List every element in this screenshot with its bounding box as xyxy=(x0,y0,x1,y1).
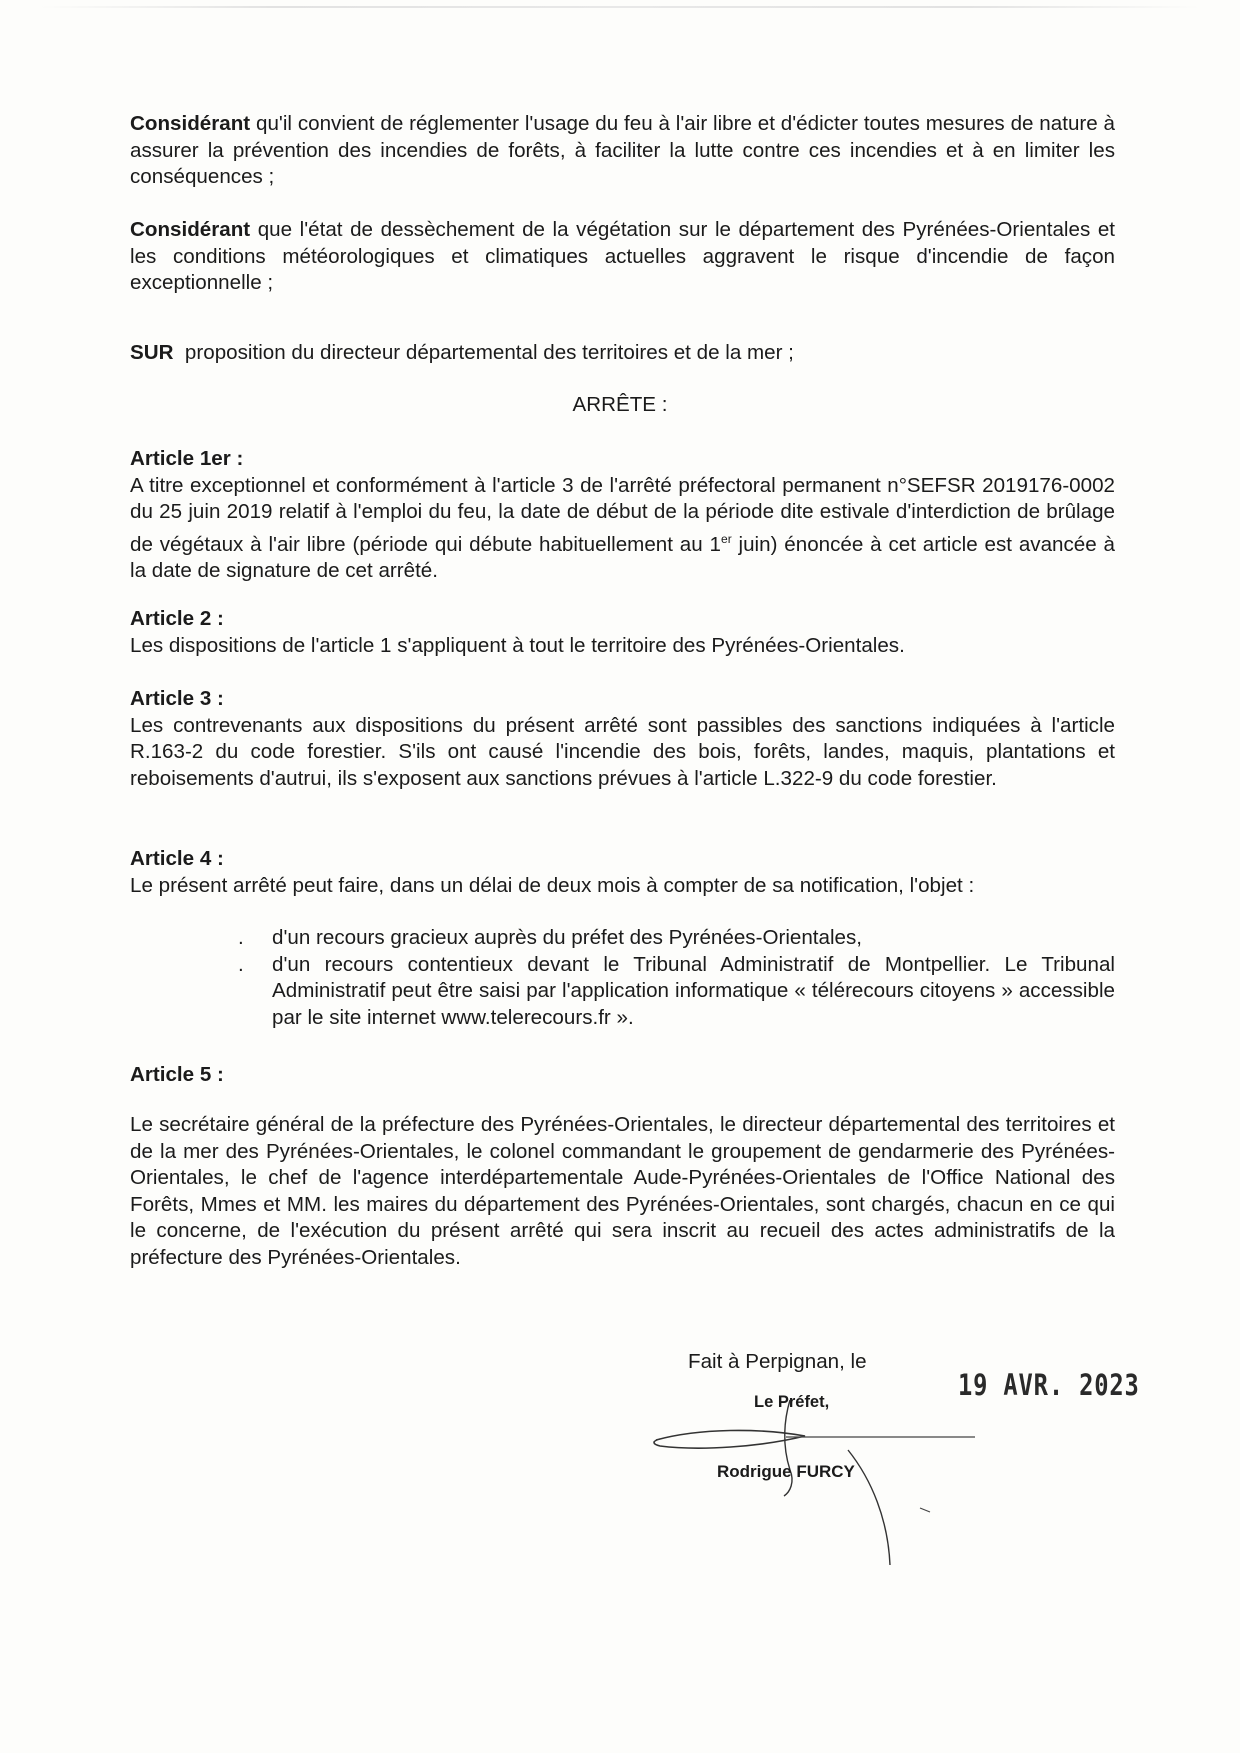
sur-lead: SUR xyxy=(130,341,174,364)
considerant-lead-1: Considérant xyxy=(130,112,251,135)
list-item-text: d'un recours gracieux auprès du préfet des Pyrénées-Orientales, xyxy=(272,926,863,949)
considerant-lead-2: Considérant xyxy=(130,218,251,241)
article-5-title: Article 5 : xyxy=(130,1063,224,1086)
bullet-icon: . xyxy=(238,952,244,976)
bullet-icon: . xyxy=(238,926,244,949)
article-3-title: Article 3 : xyxy=(130,687,224,710)
considerant-text-2: que l'état de dessèchement de la végétation sur le département des Pyrénées-Orientales et les conditions météorologiques et climatiques actuelles aggravent le risque d'incendie de façon exceptionnelle ; xyxy=(130,218,1115,295)
article-2-title: Article 2 : xyxy=(130,607,224,630)
signatory-name: Rodrigue FURCY xyxy=(717,1462,855,1481)
article-1-text-b: juin) énoncée à cet article est avancée à la date de signature de cet arrêté. xyxy=(130,532,1115,583)
arrete-heading: ARRÊTE : xyxy=(572,393,668,416)
article-5-text: Le secrétaire général de la préfecture des Pyrénées-Orientales, le directeur départemental des territoires et de la mer des Pyrénées-Orientales, le colonel commandant le groupement de gendarmerie des Pyrénées-Orientales, le chef de l'agence interdépartementale Aude-Pyrénées-Orientales de l'Office National des Forêts, Mmes et MM. les maires du département des Pyrénées-Orientales, sont chargés, chacun en ce qui le concerne, de l'exécution du présent arrêté qui sera inscrit au recueil des actes administratifs de la préfecture des Pyrénées-Orientales. xyxy=(130,1113,1115,1269)
date-stamp: 19 AVR. 2023 xyxy=(958,1368,1140,1402)
signature-place: Fait à Perpignan, le xyxy=(688,1350,867,1373)
considerant-text-1: qu'il convient de réglementer l'usage du feu à l'air libre et d'édicter toutes mesures de nature à assurer la prévention des incendies de forêts, à faciliter la lutte contre ces incendies et à en limiter les conséquences ; xyxy=(130,112,1115,189)
article-1-superscript: er xyxy=(721,531,732,546)
article-1-text-a: A titre exceptionnel et conformément à l'article 3 de l'arrêté préfectoral permanent n°SEFSR 2019176-0002 du 25 juin 2019 relatif à l'emploi du feu, la date de début de la période dite estivale d'interdiction de brûlage de végétaux à l'air libre (période qui débute habituellement au 1 xyxy=(130,473,1115,556)
article-1-title: Article 1er : xyxy=(130,447,244,470)
article-2-text: Les dispositions de l'article 1 s'appliquent à tout le territoire des Pyrénées-Orientales. xyxy=(130,633,905,657)
article-4-title: Article 4 : xyxy=(130,847,224,870)
list-item-text: d'un recours contentieux devant le Tribunal Administratif de Montpellier. Le Tribunal Administratif peut être saisi par l'application informatique « télérecours citoyens » accessible par le site internet www.telerecours.fr ». xyxy=(272,952,1115,1029)
article-3-text: Les contrevenants aux dispositions du présent arrêté sont passibles des sanctions indiquées à l'article R.163-2 du code forestier. S'ils ont causé l'incendie des bois, forêts, landes, maquis, plantations et reboisements d'autrui, ils s'exposent aux sanctions prévues à l'article L.322-9 du code forestier. xyxy=(130,713,1115,790)
sur-text: proposition du directeur départemental des territoires et de la mer ; xyxy=(173,341,794,364)
article-4-text: Le présent arrêté peut faire, dans un délai de deux mois à compter de sa notification, l'objet : xyxy=(130,873,975,897)
signature-role: Le Préfet, xyxy=(754,1393,830,1411)
